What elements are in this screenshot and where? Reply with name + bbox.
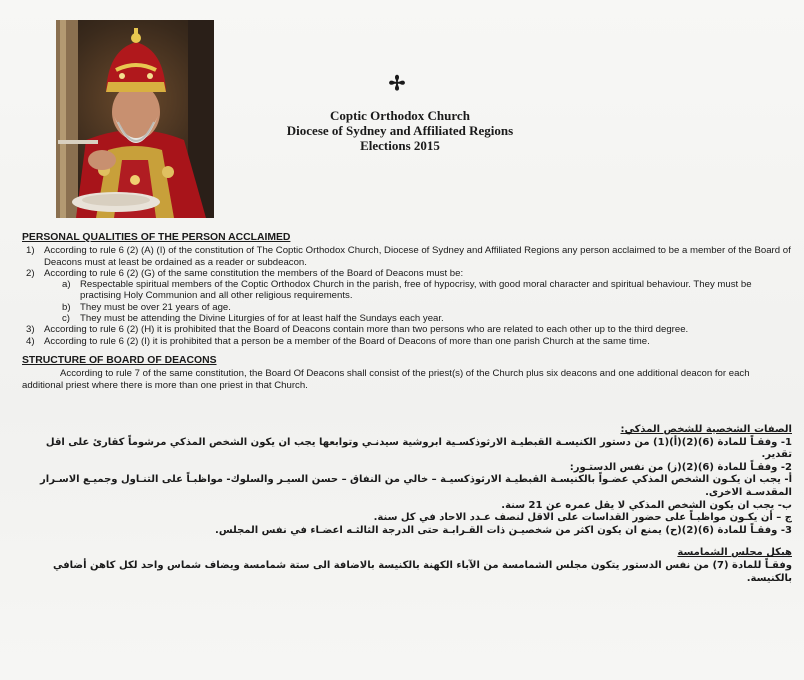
section2-heading: STRUCTURE OF BOARD OF DEACONS bbox=[22, 354, 217, 366]
english-content bbox=[22, 232, 792, 391]
header-church-name: Coptic Orthodox Church bbox=[330, 108, 470, 123]
section1-heading: PERSONAL QUALITIES OF THE PERSON ACCLAIMED bbox=[22, 232, 291, 243]
subitem-letter: c) bbox=[62, 313, 70, 325]
subitem-text: They must be attending the Divine Liturgies of for at least half the Sundays each year. bbox=[80, 313, 444, 325]
rule-item-2 bbox=[22, 268, 792, 279]
arabic-line: 2- وفقـاً للمادة (6)(2)(ز) من نفس الدستـور: bbox=[569, 461, 792, 473]
subitem-text: They must be over 21 years of age. bbox=[80, 301, 231, 313]
cross-icon: ✢ bbox=[388, 73, 406, 95]
rule-item-text: According to rule 6 (2) (I) it is prohibited that a person be a member of the Board of Deacons of more than one parish Church at the same time. bbox=[44, 335, 650, 347]
rule-subitem-c bbox=[62, 313, 792, 324]
arabic-heading-structure: هيكل مجلس الشمامسة bbox=[677, 547, 792, 559]
rule-item-text: According to rule 6 (2) (A) (I) of the constitution of The Coptic Orthodox Church, Diocese of Sydney and Affiliated Regions any person acclaimed to be a member of the Board of Deacons must at least be ordained as a reader or subdeacon. bbox=[44, 245, 791, 268]
rule-item-text: According to rule 6 (2) (H) it is prohibited that the Board of Deacons contain more than two persons who are related to each other up to the third degree. bbox=[44, 324, 689, 336]
rule-item-number: 3) bbox=[26, 324, 35, 336]
arabic-heading-qualities: الصفات الشخصية للشخص المذكي: bbox=[620, 424, 792, 435]
rule-item-number: 1) bbox=[26, 245, 35, 257]
arabic-line: وفقـاً للمادة (7) من نفس الدستور يتكون مجلس الشمامسة من الآباء الكهنة بالكنيسة بالاضافة الى ستة شمامسة ويضاف شماس واحد لكل كاهن أضافي بالكنيسة. bbox=[52, 559, 792, 584]
bishop-photo bbox=[56, 20, 214, 218]
subitem-letter: a) bbox=[62, 279, 71, 291]
arabic-line: 1- وفقـاً للمادة (6)(2)(أ)(1) من دستور الكنيسـة القبطيـة الارثوذكسـية ابروشية سيدنـي وتوابعها يجب ان يكون الشخص المذكي مرشوماً كقارئ على اقل تقدير. bbox=[45, 436, 792, 461]
arabic-line: ج – أن يكـون مواظبـاً على حضور القداسات على الاقل لنصف عـدد الاحاد في كل سنة. bbox=[373, 512, 792, 524]
arabic-line: 3- وفقـاً للمادة (6)(2)(ح) يمنع ان يكون اكثر من شخصيـن ذات القـرابـة حتى الدرجة الثالثـه اعضـاء في نفس المجلس. bbox=[215, 524, 792, 536]
rule-item-3 bbox=[22, 324, 792, 335]
rule-item-1 bbox=[22, 245, 792, 268]
subitem-text: Respectable spiritual members of the Coptic Orthodox Church in the parish, free of hypocrisy, with good moral character and spiritual behaviour. They must be practising Holy Communion and all other religious requirements. bbox=[80, 279, 752, 302]
rule-item-4 bbox=[22, 336, 792, 347]
rule-item-text: According to rule 6 (2) (G) of the same constitution the members of the Board of Deacons must be: bbox=[44, 267, 464, 279]
arabic-content bbox=[22, 424, 792, 585]
arabic-line: أ- يجب ان يكـون الشخص المذكي عضـواً بالكنيسـة القبطيـة الارثوذكسيـة – خالي من النفاق – حسن السيـر والسلوك- مواظبـاً على التنـاول وجميـع الاسـرار المقدسـة الاخرى. bbox=[40, 474, 792, 498]
bishop-photo-illustration bbox=[56, 20, 214, 218]
rule-subitem-a bbox=[62, 279, 792, 302]
header-diocese-name: Diocese of Sydney and Affiliated Regions bbox=[286, 123, 514, 138]
section2-paragraph: According to rule 7 of the same constitution, the Board Of Deacons shall consist of the priest(s) of the Church plus six deacons and one additional deacon for each additional priest where there is more than one priest in that Church. bbox=[22, 368, 750, 391]
document-header bbox=[250, 74, 550, 153]
rule-subitem-b bbox=[62, 302, 792, 313]
rule-item-number: 2) bbox=[26, 267, 35, 279]
subitem-letter: b) bbox=[62, 301, 71, 313]
rule-item-number: 4) bbox=[26, 335, 35, 347]
header-elections: Elections 2015 bbox=[360, 138, 440, 153]
arabic-line: ب- يجب ان يكون الشخص المذكي لا يقل عمره عن 21 سنة. bbox=[501, 499, 792, 511]
